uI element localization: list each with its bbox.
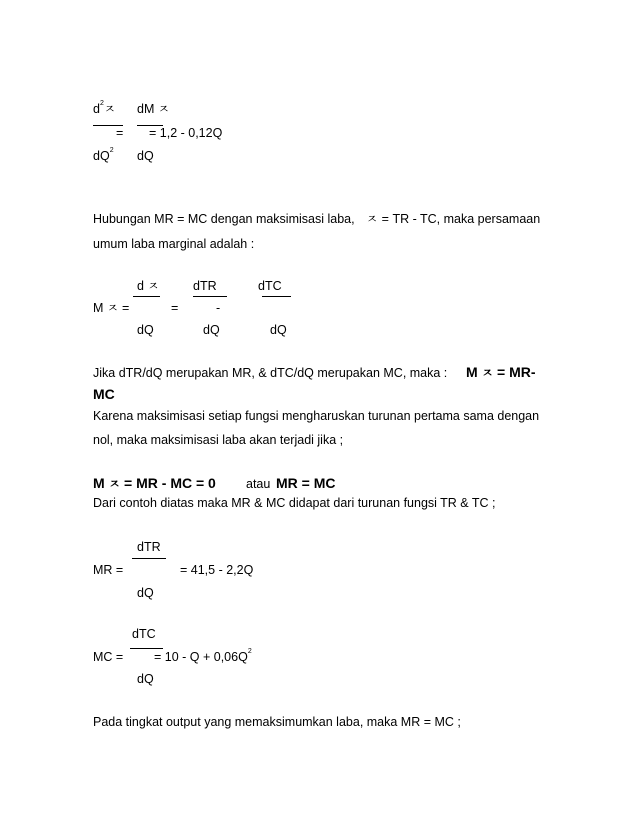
eq3-lhs: MR = bbox=[93, 563, 124, 577]
eq4-lhs: MC = bbox=[93, 650, 124, 664]
profit-condition-alt: MR = MC bbox=[276, 475, 336, 491]
paragraph-5: Pada tingkat output yang memaksimumkan laba, maka MR = MC ; bbox=[93, 715, 461, 729]
eq2-numerator-1: d ㅈ bbox=[137, 279, 160, 293]
eq2-equals: = bbox=[171, 301, 179, 315]
paragraph-4: Dari contoh diatas maka MR & MC didapat dari turunan fungsi TR & TC ; bbox=[93, 496, 496, 510]
eq2-numerator-3: dTC bbox=[258, 279, 282, 293]
eq1-equals: = bbox=[116, 126, 124, 140]
eq2-numerator-2: dTR bbox=[193, 279, 217, 293]
eq3-denominator: dQ bbox=[137, 586, 154, 600]
eq4-numerator: dTC bbox=[132, 627, 156, 641]
eq1-denominator-right: dQ bbox=[137, 149, 154, 163]
eq2-fraction-bar-3 bbox=[262, 296, 291, 297]
eq1-numerator-left: $d^2$ㅈ bbox=[93, 100, 116, 116]
eq3-numerator: dTR bbox=[137, 540, 161, 554]
paragraph-1-line-1: Hubungan MR = MC dengan maksimisasi laba, ㅈ = TR - TC, maka persamaan bbox=[93, 212, 541, 226]
paragraph-3-line-2: nol, maka maksimisasi laba akan terjadi jika ; bbox=[93, 433, 344, 447]
eq4-fraction-bar bbox=[130, 648, 163, 649]
eq1-numerator-right: dM ㅈ bbox=[137, 102, 170, 116]
eq2-denominator-2: dQ bbox=[203, 323, 220, 337]
paragraph-2-line-1: Jika dTR/dQ merupakan MR, & dTC/dQ merupakan MC, maka : bbox=[93, 366, 448, 380]
profit-condition-equation: M ㅈ = MR - MC = 0 bbox=[93, 475, 216, 491]
eq2-denominator-1: dQ bbox=[137, 323, 154, 337]
paragraph-1-line-2: umum laba marginal adalah : bbox=[93, 237, 255, 251]
eq2-fraction-bar-1 bbox=[133, 296, 160, 297]
eq3-fraction-bar bbox=[132, 558, 166, 559]
eq1-rhs: = 1,2 - 0,12Q bbox=[149, 126, 223, 140]
eq2-denominator-3: dQ bbox=[270, 323, 287, 337]
eq2-lhs: M ㅈ = bbox=[93, 301, 130, 315]
paragraph-3-line-1: Karena maksimisasi setiap fungsi mengharuskan turunan pertama sama dengan bbox=[93, 409, 540, 423]
eq4-denominator: dQ bbox=[137, 672, 154, 686]
eq2-fraction-bar-2 bbox=[193, 296, 227, 297]
eq2-minus: - bbox=[216, 301, 221, 315]
eq3-rhs: = 41,5 - 2,2Q bbox=[180, 563, 254, 577]
eq1-denominator-left: $dQ^2$ bbox=[93, 147, 114, 163]
eq4-rhs: = $10 - Q + 0,06Q^2$ bbox=[154, 648, 252, 664]
paragraph-2-line-2: MC bbox=[93, 386, 115, 402]
profit-condition-atau: atau bbox=[246, 477, 271, 491]
paragraph-2-bold-equation: M ㅈ = MR- bbox=[466, 364, 536, 380]
